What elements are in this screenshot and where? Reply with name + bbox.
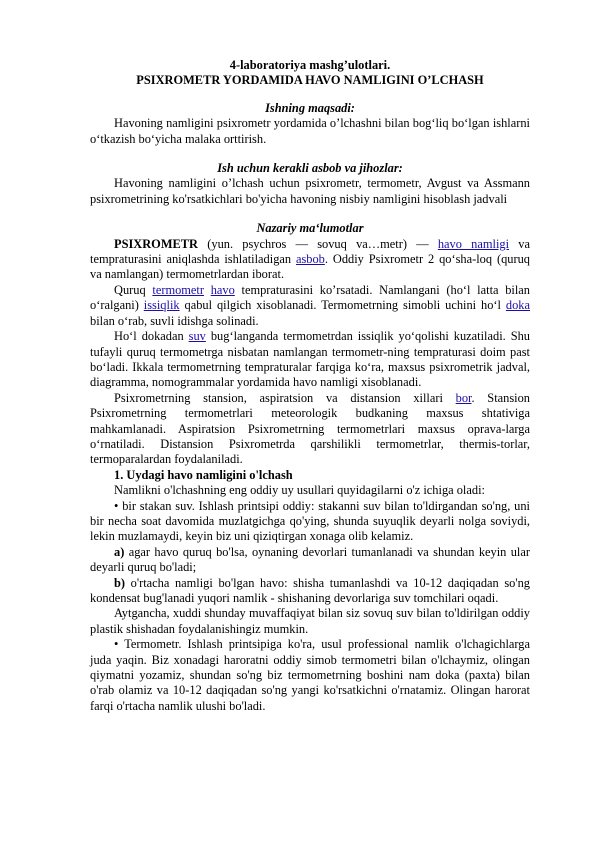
text-span: Psixrometrning stansion, aspiratsion va distansion xillari (114, 390, 456, 405)
item-a-text: agar havo quruq bo'lsa, oynaning devorlari tumanlanadi va shundan keyin ular deyarli quruq bo'ladi; (90, 544, 530, 575)
item-b-text: o'rtacha namligi bo'lgan havo: shisha tumanlashdi va 10-12 daqiqadan so'ng kondensat bug'lanadi yuqori namlik - shishaning devorlariga suv tomchilari oqadi. (90, 575, 530, 605)
theory-paragraph-evaporation (90, 329, 530, 391)
goal-text: Havoning namligini psixrometr yordamida o’lchashni bilan bog‘liq bo‘lgan ishlarni o‘tkazish bo‘yicha malaka orttirish. (90, 116, 530, 146)
goal-heading: Ishning maqsadi: (265, 100, 355, 115)
text-span: qabul qilgich xisoblanadi. Termometrning simobli uchini ho‘l (179, 298, 506, 313)
tools-text: Havoning namligini o’lchash uchun psixrometr, termometr, Avgust va Assmann psixrometrining ko'rsatkichlari bo'yicha havoning nisbiy namligini hisoblash jadvali (90, 176, 530, 206)
item-a (90, 545, 530, 576)
text-span: (yun. psychros — sovuq va…metr) — (198, 236, 438, 251)
part1-heading-text: 1. Uydagi havo namligini o'lchash (114, 467, 293, 482)
text-span: tempraturasini ko’rsatadi. Namlangani (ho‘l latta bilan o‘ralgani) (90, 282, 530, 313)
link-bor[interactable]: bor (455, 390, 472, 405)
text-span: va tempraturasini aniqlashda ishlatiladigan (90, 236, 530, 267)
plastic-bottle-note: Aytgancha, xuddi shunday muvaffaqiyat bilan siz sovuq suv bilan to'ldirilgan oddiy plastik shishadan foydalanishingiz mumkin. (90, 606, 530, 636)
text-span: bilan o‘rab, suvli idishga solinadi. (90, 313, 259, 328)
link-havo[interactable]: havo (210, 282, 235, 297)
part1-intro: Namlikni o'lchashning eng oddiy uy usullari quyidagilarni o'z ichiga oladi: (114, 483, 485, 498)
bullet-glass-of-water: • bir stakan suv. Ishlash printsipi oddiy: stakanni suv bilan to'ldirgandan so'ng, uni bir necha soat davomida muzlatgichga qo'ying, shunda suyuqlik deyarli nolga soviydi, lekin muzlamaydi, keyin biz uni qiziqtirgan xonaga olib kelamiz. (90, 499, 530, 545)
item-b (90, 576, 530, 607)
link-asbob[interactable]: asbob (295, 252, 325, 267)
theory-paragraph-types (90, 391, 530, 468)
theory-paragraph-termometers (90, 283, 530, 329)
theory-paragraph-definition (90, 237, 530, 283)
bullet-thermometer: • Termometr. Ishlash printsipiga ko'ra, usul professional namlik o'lchagichlarga juda yaqin. Biz xonadagi haroratni oddiy simob termometri bilan o'lchaymiz, olingan qiymatni yozamiz, shundan so'ng biz termometrning boshini nam doka (paxta) bilan o'rab olamiz va 10-12 daqiqadan so'ng yangi ko'rsatkichni o'rnatamiz. Olingan harorat farqi o'rtacha namlik ulushi bo'ladi. (90, 637, 530, 714)
item-a-label: a) (114, 544, 125, 559)
tools-heading: Ish uchun kerakli asbob va jihozlar: (217, 161, 403, 176)
link-termometr[interactable]: termometr (152, 282, 204, 297)
text-span (204, 283, 211, 297)
item-b-label: b) (114, 575, 126, 590)
link-doka[interactable]: doka (505, 298, 530, 313)
part1-heading (90, 468, 530, 483)
document-body (90, 58, 530, 714)
text-span: . Oddiy Psixrometr 2 qo‘sha-loq (quruq va namlangan) termometrlardan iborat. (90, 252, 530, 282)
link-suv[interactable]: suv (188, 329, 206, 344)
text-span: . Stansion Psixrometrning termometrlari meteorologik budkaning maxsus shtativiga mahkamlanadi. Aspiratsion Psixrometrning termometrlari maxsus oprava-larga o‘rnatiladi. Distansion Psixrometrda qarshilikli termometrlar, thermis-torlar, termoparalardan foydalaniladi. (90, 390, 530, 467)
lab-title: 4-laboratoriya mashg’ulotlari. (229, 58, 391, 72)
link-issiqlik[interactable]: issiqlik (143, 298, 180, 313)
theory-heading: Nazariy ma‘lumotlar (256, 221, 364, 236)
link-havo-namligi[interactable]: havo namligi (437, 236, 510, 251)
text-span: Ho‘l dokadan (114, 329, 189, 344)
topic-title: PSIXROMETR YORDAMIDA HAVO NAMLIGINI O’LCHASH (136, 73, 484, 88)
text-span: Quruq (114, 282, 153, 297)
term-psixrometr: PSIXROMETR (114, 236, 198, 251)
text-span: bug‘langanda termometrdan issiqlik yo‘qolishi kuzatiladi. Shu tufayli quruq termometrga nisbatan namlangan termometr-ning tempraturasi doim past bo‘ladi. Ikkala termometrning tempraturalar farqiga ko‘ra, maxsus psixrometrik jadval, diagramma, nomogrammalar yordamida havo namligi xisoblanadi. (90, 329, 530, 390)
